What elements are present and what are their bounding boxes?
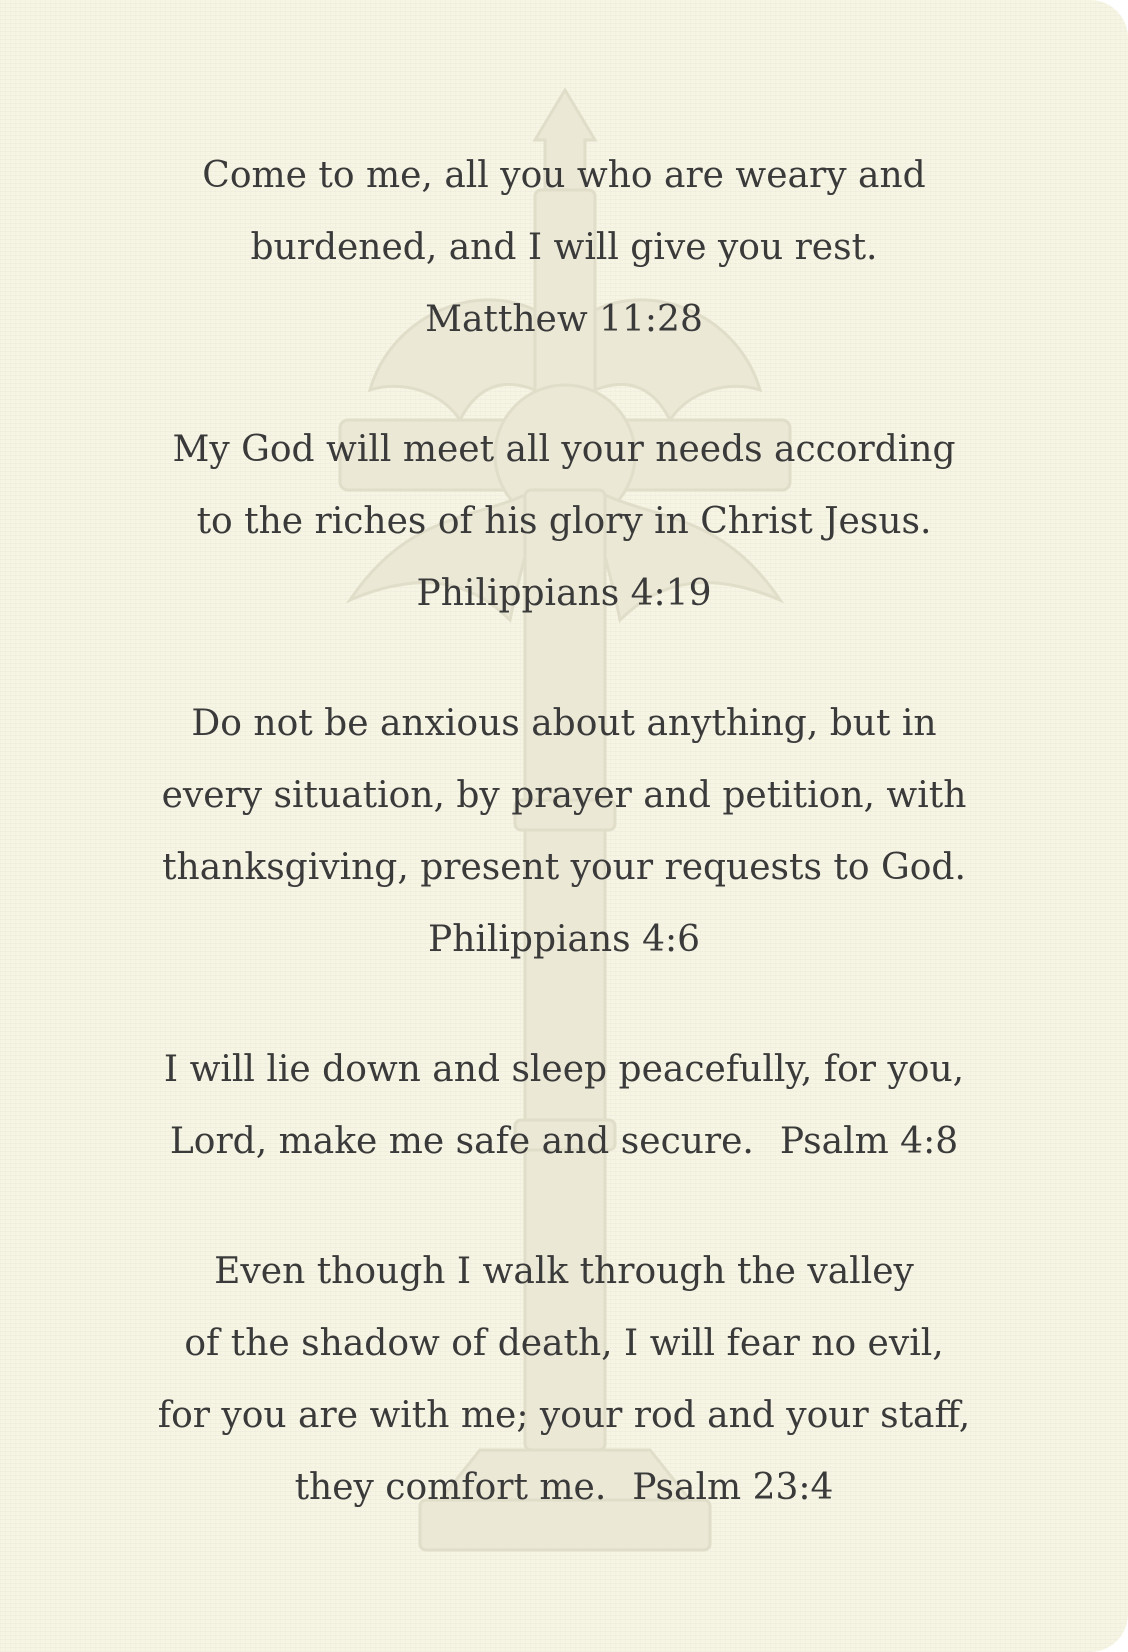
verse-line: Even though I walk through the valley bbox=[214, 1251, 914, 1292]
verse-line: thanksgiving, present your requests to God. bbox=[162, 847, 966, 888]
verse-line-text: Lord, make me safe and secure. bbox=[169, 1121, 754, 1162]
verse-line: for you are with me; your rod and your staff, bbox=[157, 1395, 971, 1436]
verse-line: burdened, and I will give you rest. bbox=[250, 227, 878, 268]
verse-line bbox=[0, 1452, 1128, 1524]
verse-line bbox=[0, 1106, 1128, 1178]
verse-philippians-4-19 bbox=[0, 414, 1128, 630]
verse-list bbox=[0, 140, 1128, 1582]
verse-line: I will lie down and sleep peacefully, for you, bbox=[163, 1049, 965, 1090]
verse-line: to the riches of his glory in Christ Jesus. bbox=[196, 501, 932, 542]
verse-line: Come to me, all you who are weary and bbox=[202, 155, 926, 196]
verse-line: of the shadow of death, I will fear no evil, bbox=[184, 1323, 944, 1364]
verse-line: My God will meet all your needs according bbox=[172, 429, 956, 470]
verse-psalm-4-8 bbox=[0, 1034, 1128, 1178]
verse-line-text: they comfort me. bbox=[294, 1467, 607, 1508]
verse-reference: Philippians 4:6 bbox=[427, 919, 701, 960]
verse-reference: Philippians 4:19 bbox=[416, 573, 712, 614]
verse-line: every situation, by prayer and petition, with bbox=[161, 775, 967, 816]
verse-philippians-4-6 bbox=[0, 688, 1128, 976]
verse-reference: Psalm 23:4 bbox=[632, 1467, 834, 1508]
verse-matthew-11-28 bbox=[0, 140, 1128, 356]
verse-line: Do not be anxious about anything, but in bbox=[191, 703, 937, 744]
verse-reference: Psalm 4:8 bbox=[779, 1121, 959, 1162]
verse-psalm-23-4 bbox=[0, 1236, 1128, 1524]
verse-reference: Matthew 11:28 bbox=[425, 299, 703, 340]
